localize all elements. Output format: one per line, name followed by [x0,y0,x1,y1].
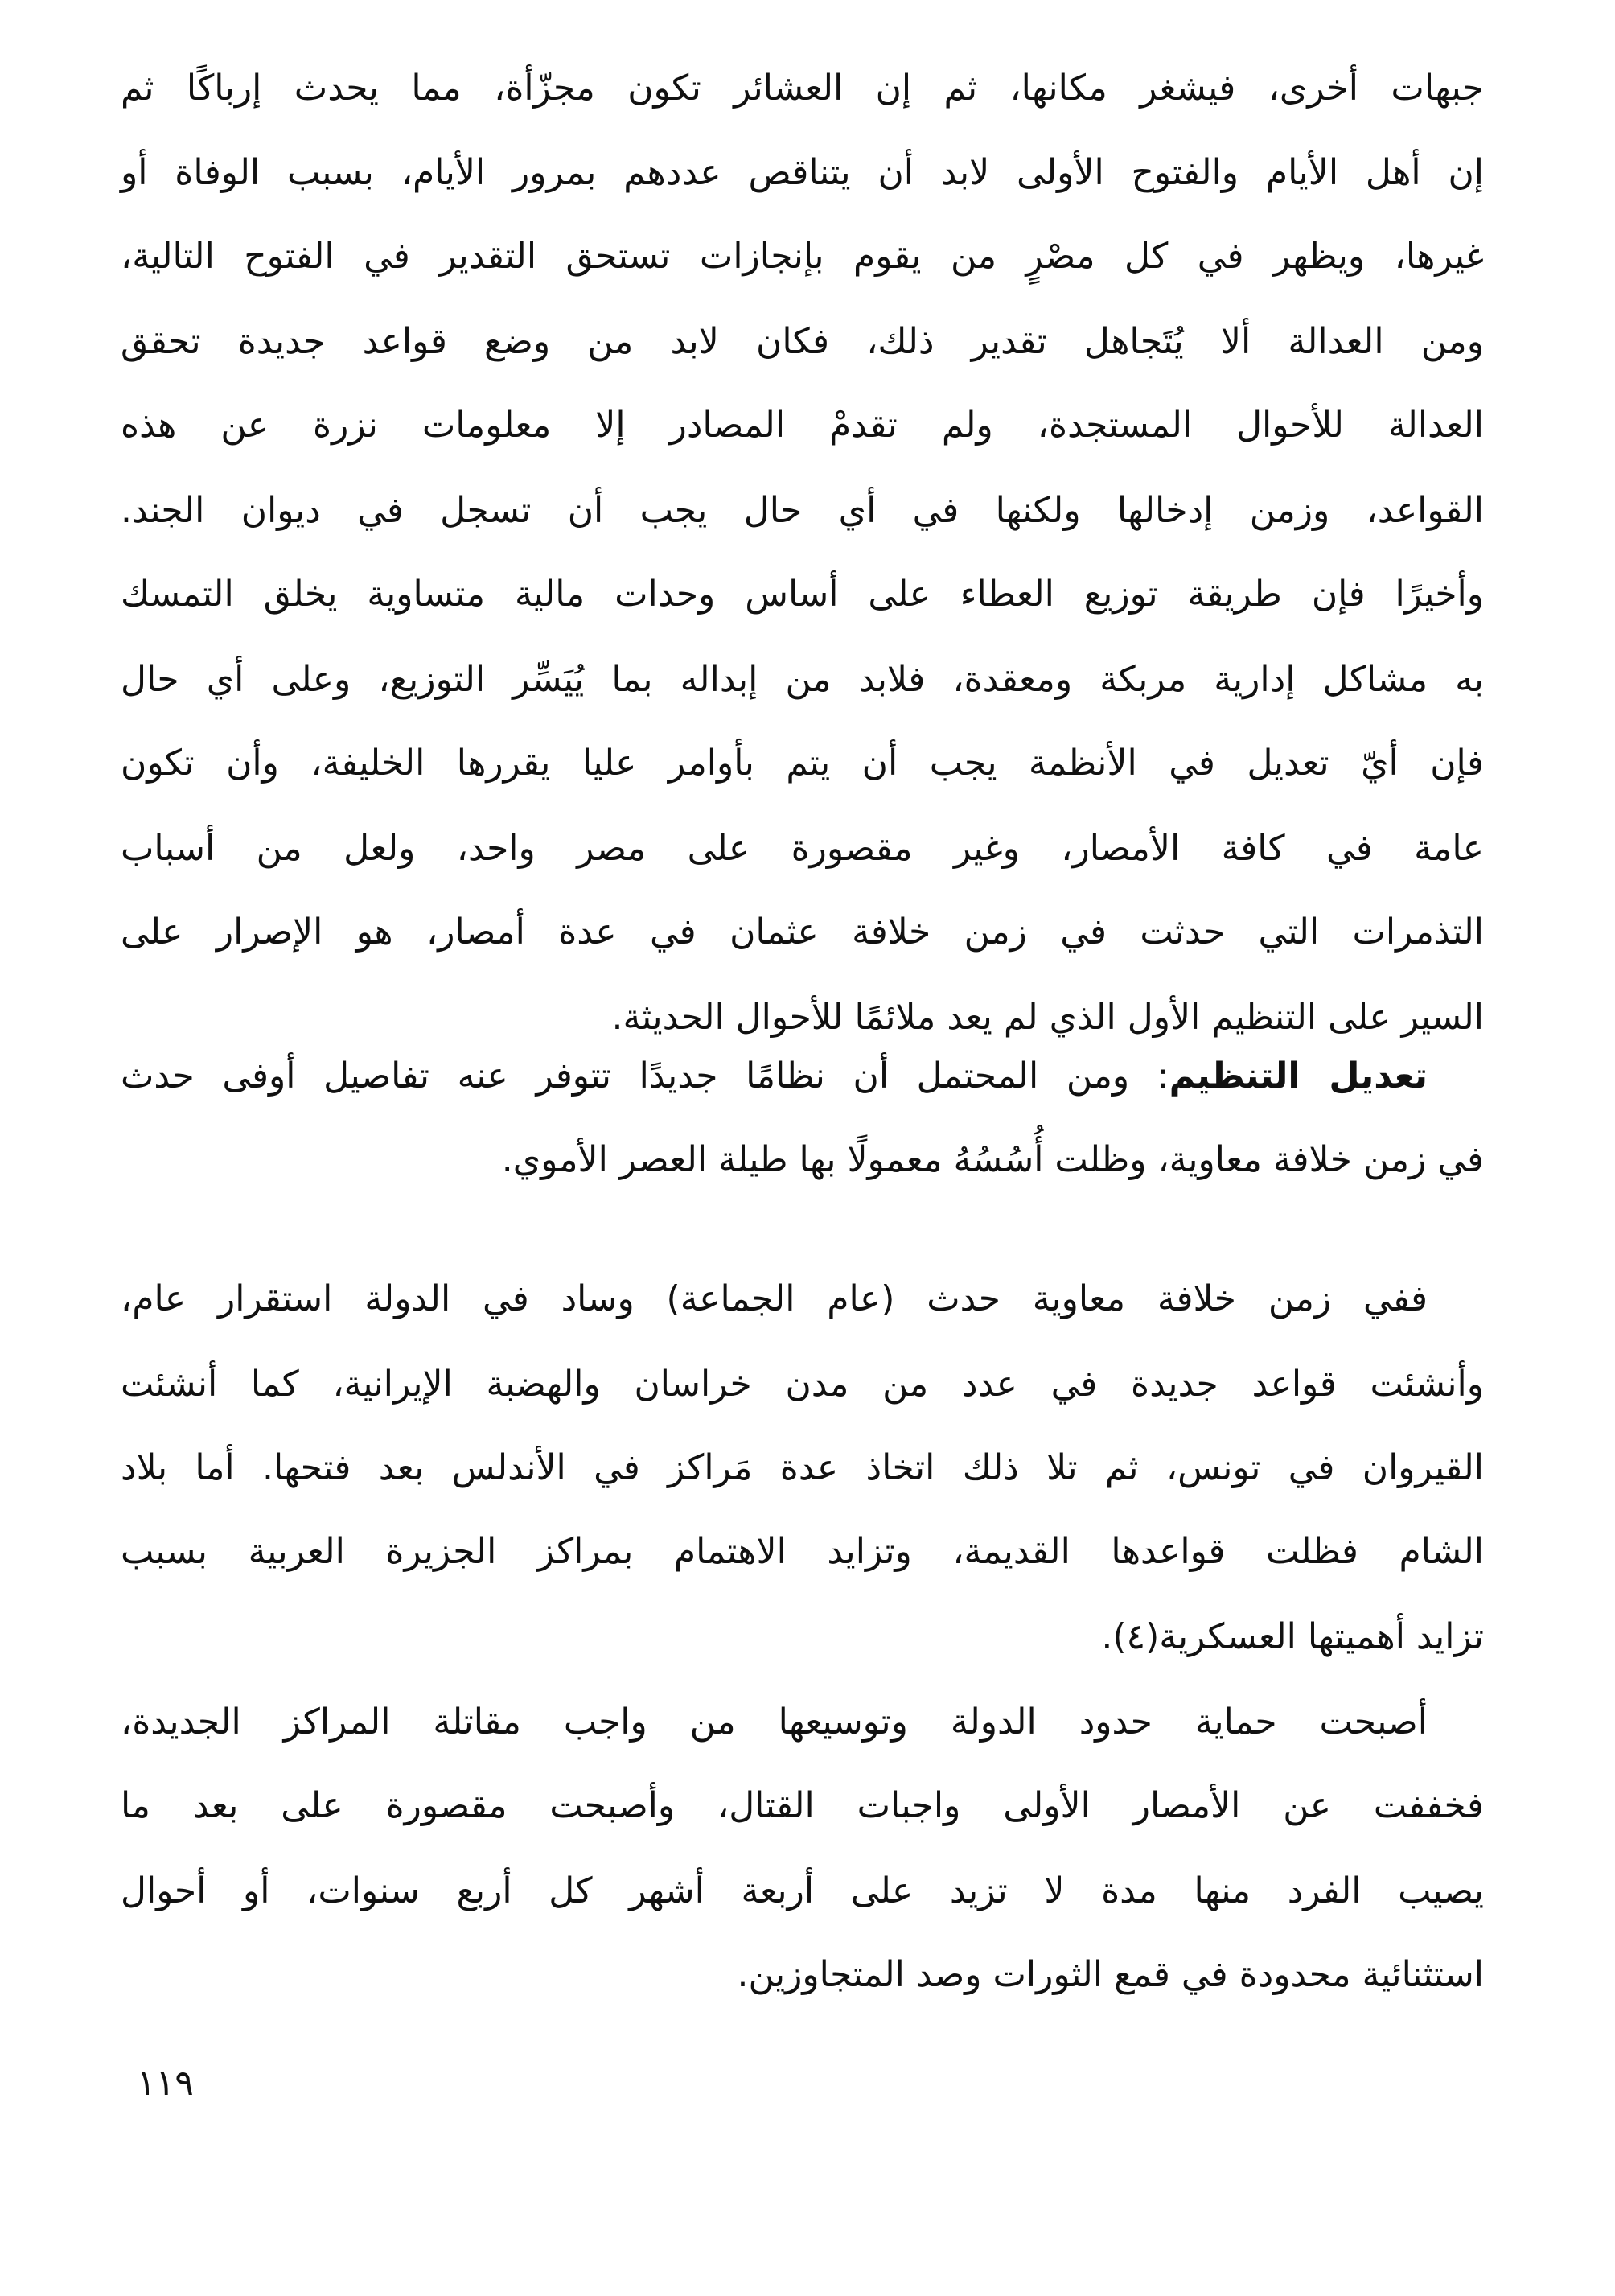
text-line: في زمن خلافة معاوية، وظلت أُسُسُهُ معمولًا بها طيلة العصر الأموي. [501,1139,1484,1180]
text-line: التذمرات التي حدثت في زمن خلافة عثمان في عدة أمصار، هو الإصرار على [121,911,1484,953]
text-span: : ومن المحتمل أن نظامًا جديدًا تتوفر عنه تفاصيل أوفى حدث [121,1055,1169,1097]
text-line: العدالة للأحوال المستجدة، ولم تقدمْ المصادر إلا معلومات نزرة عن هذه [121,405,1484,446]
text-line: فإن أيّ تعديل في الأنظمة يجب أن يتم بأوامر عليا يقررها الخليفة، وأن تكون [121,743,1484,784]
section-heading: تعديل التنظيم [1169,1055,1428,1097]
text-line: يصيب الفرد منها مدة لا تزيد على أربعة أشهر كل أربع سنوات، أو أحوال [121,1870,1484,1911]
text-line: تزايد أهميتها العسكرية(٤). [1101,1616,1484,1657]
text-line: غيرها، ويظهر في كل مصْرٍ من يقوم بإنجازات تستحق التقدير في الفتوح التالية، [121,236,1484,277]
text-line: أصبحت حماية حدود الدولة وتوسيعها من واجب مقاتلة المراكز الجديدة، [121,1701,1428,1743]
text-line: جبهات أخرى، فيشغر مكانها، ثم إن العشائر تكون مجزّأة، مما يحدث إرباكًا ثم [121,68,1484,109]
text-line: ففي زمن خلافة معاوية حدث (عام الجماعة) وساد في الدولة استقرار عام، [121,1278,1428,1319]
text-line [121,1032,1428,1121]
text-line: عامة في كافة الأمصار، وغير مقصورة على مصر واحد، ولعل من أسباب [121,828,1484,869]
page-number: ١١٩ [137,2063,194,2104]
text-line: استثنائية محدودة في قمع الثورات وصد المتجاوزين. [737,1954,1484,1995]
text-line: به مشاكل إدارية مربكة ومعقدة، فلابد من إبداله بما يُيَسِّر التوزيع، وعلى أي حال [121,659,1484,700]
text-line: القيروان في تونس، ثم تلا ذلك اتخاذ عدة مَراكز في الأندلس بعد فتحها. أما بلاد [121,1447,1484,1488]
text-line: السير على التنظيم الأول الذي لم يعد ملائمًا للأحوال الحديثة. [611,997,1484,1038]
text-line: وأخيرًا فإن طريقة توزيع العطاء على أساس وحدات مالية متساوية يخلق التمسك [121,574,1484,615]
text-line: إن أهل الأيام والفتوح الأولى لابد أن يتناقص عددهم بمرور الأيام، بسبب الوفاة أو [121,152,1484,193]
text-line: الشام فظلت قواعدها القديمة، وتزايد الاهتمام بمراكز الجزيرة العربية بسبب [121,1531,1484,1572]
text-line: وأنشئت قواعد جديدة في عدد من مدن خراسان والهضبة الإيرانية، كما أنشئت [121,1364,1484,1405]
text-line: فخففت عن الأمصار الأولى واجبات القتال، وأصبحت مقصورة على بعد ما [121,1785,1484,1826]
text-line: ومن العدالة ألا يُتَجاهل تقدير ذلك، فكان لابد من وضع قواعد جديدة تحقق [121,321,1484,362]
text-line: القواعد، وزمن إدخالها ولكنها في أي حال يجب أن تسجل في ديوان الجند. [121,490,1484,531]
